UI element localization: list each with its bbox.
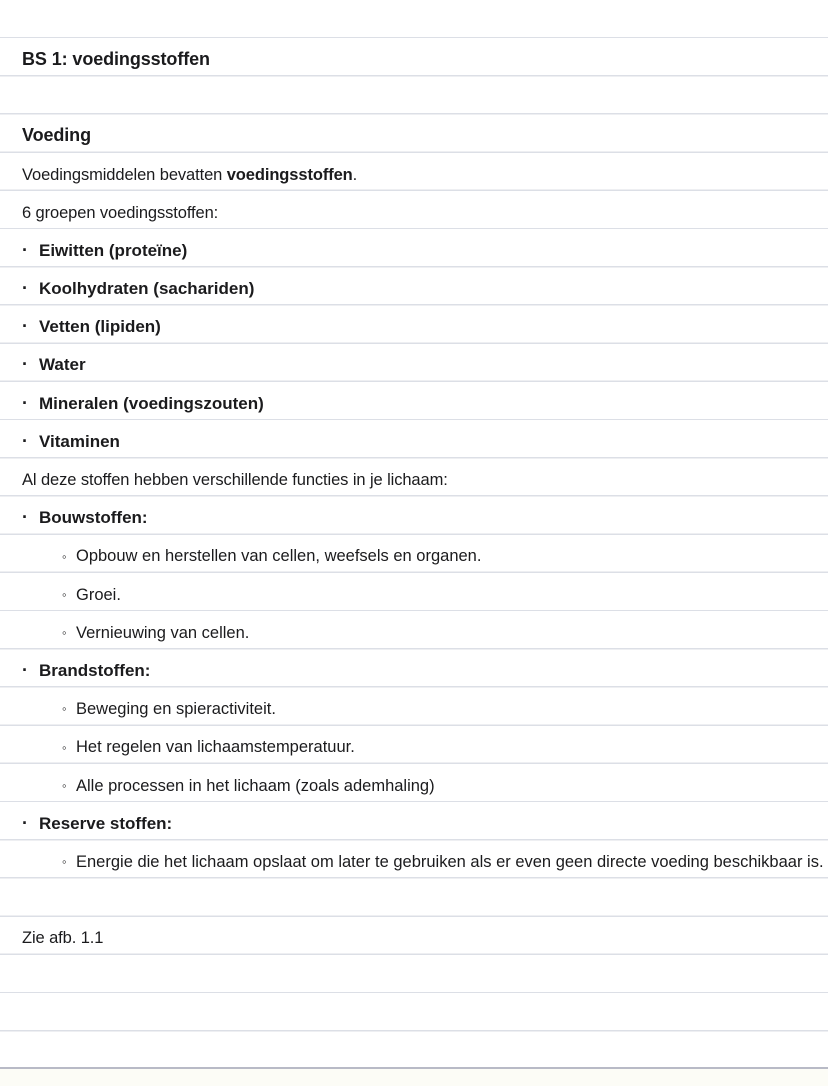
list-item [0,648,828,686]
functions-lead-row [0,457,828,495]
sub-item-label: Het regelen van lichaamstemperatuur. [76,738,355,757]
sub-list-item [0,533,828,571]
sub-list-item [0,571,828,609]
dot-bullet-icon: · [22,239,28,260]
group-item-label: Vitaminen [39,431,120,451]
function-category-label: Bouwstoffen: [39,508,148,528]
sub-list-item [0,724,828,762]
sub-item-label: Beweging en spieractiviteit. [76,700,276,719]
dot-bullet-icon: · [22,812,28,833]
circle-bullet-icon: ◦ [62,739,67,755]
circle-bullet-icon: ◦ [62,854,67,870]
page-title: BS 1: voedingsstoffen [22,48,210,69]
section-heading-row [0,113,828,151]
blank-row [0,953,828,991]
blank-row [0,877,828,915]
blank-row [0,1030,828,1068]
intro-sentence [22,166,357,185]
list-item [0,380,828,418]
dot-bullet-icon: · [22,507,28,528]
function-category-label: Reserve stoffen: [39,813,173,833]
sub-item-label: Opbouw en herstellen van cellen, weefsels en organen. [76,547,482,566]
circle-bullet-icon: ◦ [62,586,67,602]
sub-list-item [0,686,828,724]
groups-lead: 6 groepen voedingsstoffen: [22,203,219,222]
group-item-label: Eiwitten (proteïne) [39,240,188,260]
dot-bullet-icon: · [22,659,28,680]
intro-row [0,151,828,189]
section-heading: Voeding [22,125,91,146]
dot-bullet-icon: · [22,354,28,375]
intro-bold-term: voedingsstoffen [226,165,353,184]
sub-list-item [0,610,828,648]
circle-bullet-icon: ◦ [62,777,67,793]
list-item [0,342,828,380]
sub-list-item [0,762,828,800]
sub-item-label: Alle processen in het lichaam (zoals ademhaling) [76,776,435,795]
title-row [0,37,828,75]
figure-ref-row [0,915,828,953]
figure-ref: Zie afb. 1.1 [22,929,104,948]
list-item [0,228,828,266]
list-item [0,495,828,533]
sub-item-label: Groei. [76,585,121,604]
list-item [0,419,828,457]
intro-post: . [352,165,358,184]
dot-bullet-icon: · [22,430,28,451]
dot-bullet-icon: · [22,392,28,413]
dot-bullet-icon: · [22,316,28,337]
list-item [0,304,828,342]
circle-bullet-icon: ◦ [62,701,67,717]
top-margin [0,0,828,37]
functions-lead: Al deze stoffen hebben verschillende functies in je lichaam: [22,471,448,490]
group-item-label: Vetten (lipiden) [39,317,161,337]
dot-bullet-icon: · [22,278,28,299]
groups-lead-row [0,190,828,228]
list-item [0,801,828,839]
page-bottom-margin [0,1069,828,1086]
circle-bullet-icon: ◦ [62,548,67,564]
blank-row [0,991,828,1029]
sub-list-item [0,839,828,877]
function-category-label: Brandstoffen: [39,660,151,680]
sub-item-label: Vernieuwing van cellen. [76,623,250,642]
list-item [0,266,828,304]
sub-item-label: Energie die het lichaam opslaat om later te gebruiken als er even geen directe voeding beschikbaar is. [76,852,824,871]
group-item-label: Koolhydraten (sachariden) [39,279,255,299]
group-item-label: Water [39,355,86,375]
blank-row [0,75,828,113]
group-item-label: Mineralen (voedingszouten) [39,393,264,413]
intro-pre: Voedingsmiddelen bevatten [22,165,227,184]
circle-bullet-icon: ◦ [62,624,67,640]
